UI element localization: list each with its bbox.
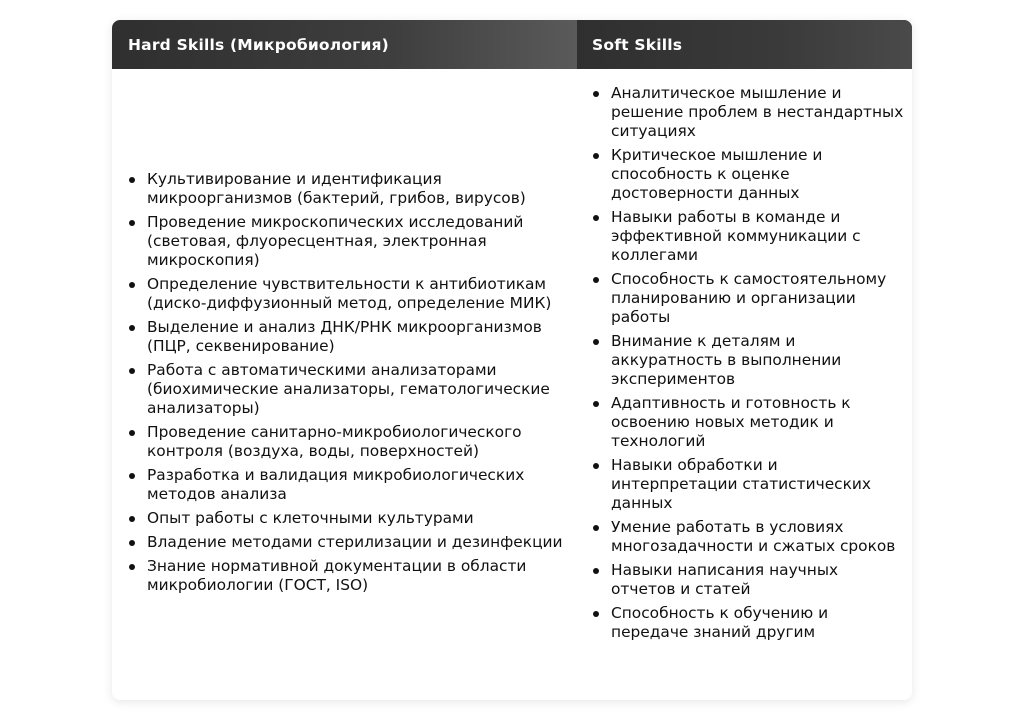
hard-skill-item: Проведение санитарно-микробиологического контроля (воздуха, воды, поверхностей)	[128, 423, 569, 461]
hard-skill-item: Проведение микроскопических исследований (световая, флуоресцентная, электронная микроскопия)	[128, 213, 569, 270]
hard-skill-item: Выделение и анализ ДНК/РНК микроорганизмов (ПЦР, секвенирование)	[128, 318, 569, 356]
hard-skill-item: Определение чувствительности к антибиотикам (диско-диффузионный метод, определение МИК)	[128, 275, 569, 313]
skills-table	[112, 20, 912, 700]
hard-skills-list	[128, 170, 569, 600]
hard-skill-item: Опыт работы с клеточными культурами	[128, 509, 569, 528]
hard-skills-header: Hard Skills (Микробиология)	[128, 35, 389, 54]
soft-skill-item: Навыки работы в команде и эффективной коммуникации с коллегами	[592, 208, 906, 265]
hard-skills-cell	[112, 69, 577, 700]
hard-skill-item: Культивирование и идентификация микроорганизмов (бактерий, грибов, вирусов)	[128, 170, 569, 208]
hard-skill-item: Знание нормативной документации в области микробиологии (ГОСТ, ISO)	[128, 557, 569, 595]
soft-skill-item: Внимание к деталям и аккуратность в выполнении экспериментов	[592, 332, 906, 389]
soft-skill-item: Навыки обработки и интерпретации статистических данных	[592, 456, 906, 513]
table-header	[112, 20, 912, 69]
hard-skill-item: Разработка и валидация микробиологических методов анализа	[128, 466, 569, 504]
table-body-row	[112, 69, 912, 700]
soft-skill-item: Способность к самостоятельному планированию и организации работы	[592, 270, 906, 327]
soft-skills-cell	[577, 69, 912, 700]
soft-skill-item: Умение работать в условиях многозадачности и сжатых сроков	[592, 518, 906, 556]
soft-skill-item: Аналитическое мышление и решение проблем в нестандартных ситуациях	[592, 84, 906, 141]
soft-skills-header: Soft Skills	[577, 20, 912, 69]
soft-skill-item: Навыки написания научных отчетов и статей	[592, 561, 906, 599]
hard-skill-item: Владение методами стерилизации и дезинфекции	[128, 533, 569, 552]
soft-skill-item: Критическое мышление и способность к оценке достоверности данных	[592, 146, 906, 203]
soft-skill-item: Способность к обучению и передаче знаний другим	[592, 604, 906, 642]
soft-skills-list	[592, 84, 906, 642]
soft-skill-item: Адаптивность и готовность к освоению новых методик и технологий	[592, 394, 906, 451]
hard-skill-item: Работа с автоматическими анализаторами (биохимические анализаторы, гематологические анализаторы)	[128, 361, 569, 418]
